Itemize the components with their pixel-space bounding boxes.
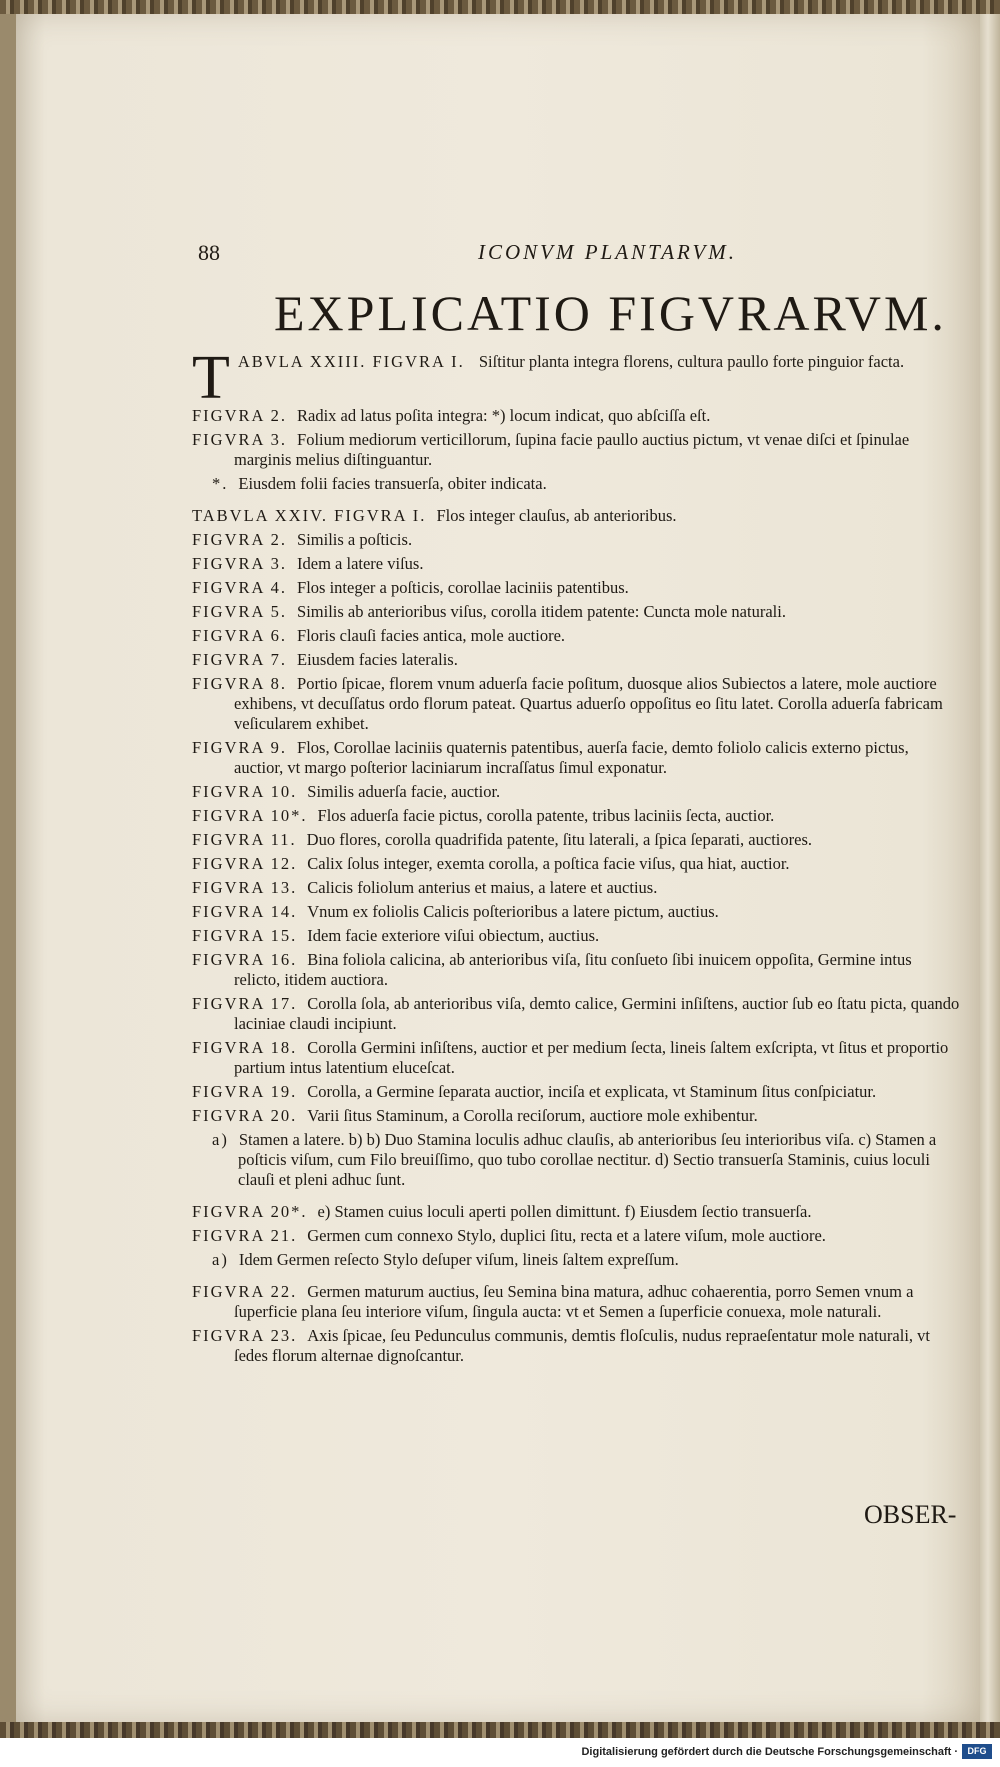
figure-entry: [192, 506, 962, 526]
page-number: 88: [198, 240, 220, 265]
figure-entry: [192, 474, 962, 494]
digitization-credit: Digitalisierung gefördert durch die Deutsche Forschungsgemeinschaft ·: [581, 1746, 958, 1758]
entry-text: Flos, Corollae laciniis quaternis patentibus, auerſa facie, demto foliolo calicis externo pictus, auctior, vt margo poſterior laciniarum incraſſatus ſimul exponatur.: [234, 738, 909, 777]
entry-label: FIGVRA 22.: [192, 1282, 298, 1301]
entry-label: FIGVRA 12.: [192, 854, 298, 873]
entry-text: Germen maturum auctius, ſeu Semina bina matura, adhuc cohaerentia, porro Semen vnum a ſuperficie plana ſeu interiore viſum, ſingula aucta: vt et Semen a ſuperficie conuexa, mole naturali.: [234, 1282, 914, 1321]
entry-label: FIGVRA 13.: [192, 878, 298, 897]
figure-entry: [192, 1038, 962, 1078]
figure-entry: [192, 430, 962, 470]
figure-entry: [192, 806, 962, 826]
entry-label: FIGVRA 5.: [192, 602, 288, 621]
entry-label: FIGVRA 10*.: [192, 806, 308, 825]
entry-text: Bina foliola calicina, ab anterioribus viſa, ſitu conſueto ſibi inuicem oppoſita, Germine intus relicto, itidem auctiora.: [234, 950, 912, 989]
top-page-border: [0, 0, 1000, 14]
page-edge: [980, 14, 1000, 1722]
entry-label: FIGVRA 11.: [192, 830, 297, 849]
figure-entry: [192, 994, 962, 1034]
entry-label: FIGVRA 15.: [192, 926, 298, 945]
entry-text: Duo flores, corolla quadrifida patente, ſitu laterali, a ſpica ſeparati, auctiores.: [306, 830, 812, 849]
page-content: [16, 14, 980, 1722]
figure-entry: [192, 650, 962, 670]
entry-text: Idem a latere viſus.: [297, 554, 424, 573]
entry-label: FIGVRA 16.: [192, 950, 298, 969]
figure-entry: [192, 830, 962, 850]
entry-label: FIGVRA 20.: [192, 1106, 298, 1125]
bottom-page-border: [0, 1722, 1000, 1738]
figure-entry: [192, 878, 962, 898]
figure-entry: [192, 1250, 962, 1270]
entry-text: Flos aduerſa facie pictus, corolla patente, tribus laciniis ſecta, auctior.: [317, 806, 775, 825]
entry-label: FIGVRA 19.: [192, 1082, 298, 1101]
entry-label: FIGVRA 18.: [192, 1038, 298, 1057]
entry-text: Eiusdem facies lateralis.: [297, 650, 458, 669]
entry-label: FIGVRA 9.: [192, 738, 288, 757]
figure-entry: [192, 1226, 962, 1246]
entry-text: Corolla ſola, ab anterioribus viſa, demto calice, Germini inſiſtens, auctior ſub eo ſtatu picta, quando laciniae claudi incipiunt.: [234, 994, 960, 1033]
entry-text: Vnum ex foliolis Calicis poſterioribus a latere pictum, auctius.: [307, 902, 719, 921]
figure-entry: [192, 674, 962, 734]
figure-entry: [192, 926, 962, 946]
entry-text: Flos integer a poſticis, corollae laciniis patentibus.: [297, 578, 629, 597]
entry-text: Corolla Germini inſiſtens, auctior et per medium ſecta, lineis ſaltem exſcripta, vt ſitus et proportio partium intus latentium eluceſcat.: [234, 1038, 949, 1077]
running-head: ICONVM PLANTARVM.: [478, 240, 738, 264]
figure-entry: [192, 406, 962, 426]
figure-entry: [192, 1282, 962, 1322]
entry-text: Axis ſpicae, ſeu Pedunculus communis, demtis floſculis, nudus repraeſentatur mole naturali, vt ſedes florum alternae dignoſcantur.: [234, 1326, 931, 1365]
entry-label: FIGVRA 14.: [192, 902, 298, 921]
entry-text: Folium mediorum verticillorum, ſupina facie paullo auctius pictum, vt venae diſci et ſpinulae marginis melius diſtinguantur.: [234, 430, 910, 469]
figure-entry: [192, 1082, 962, 1102]
entry-text: Varii ſitus Staminum, a Corolla reciſorum, auctiore mole exhibentur.: [307, 1106, 758, 1125]
catchword: OBSER-: [864, 1500, 957, 1529]
figure-entry: [192, 854, 962, 874]
entry-label: FIGVRA 17.: [192, 994, 298, 1013]
page-title: EXPLICATIO FIGVRARVM.: [274, 285, 947, 341]
figure-entry: [192, 602, 962, 622]
figure-entry: [192, 782, 962, 802]
entry-label: FIGVRA 7.: [192, 650, 288, 669]
entry-label: FIGVRA 2.: [192, 406, 288, 425]
entry-text: Similis a poſticis.: [297, 530, 413, 549]
entry-label: FIGVRA 10.: [192, 782, 298, 801]
entry-text: Idem facie exteriore viſui obiectum, auctius.: [307, 926, 600, 945]
figure-entry: [192, 1106, 962, 1126]
entry-label: FIGVRA 3.: [192, 430, 288, 449]
entry-text: Corolla, a Germine ſeparata auctior, inciſa et explicata, vt Staminum ſitus conſpiciatur.: [307, 1082, 877, 1101]
entry-text: Similis aduerſa facie, auctior.: [307, 782, 501, 801]
figure-entry: [192, 950, 962, 990]
entry-label: FIGVRA 4.: [192, 578, 288, 597]
figure-entry: [192, 902, 962, 922]
entry-label: a): [212, 1130, 229, 1149]
entry-text: Idem Germen reſecto Stylo deſuper viſum, lineis ſaltem expreſſum.: [238, 1250, 679, 1269]
entry-text: Radix ad latus poſita integra: *) locum indicat, quo abſciſſa eſt.: [297, 406, 711, 425]
figure-entry: [192, 738, 962, 778]
entry-label: FIGVRA 3.: [192, 554, 288, 573]
entry-text: Floris clauſi facies antica, mole auctiore.: [297, 626, 566, 645]
entry-label: a): [212, 1250, 229, 1269]
figure-entry: [192, 1202, 962, 1222]
entry-text: e) Stamen cuius loculi aperti pollen dimittunt. f) Eiusdem ſectio transuerſa.: [317, 1202, 812, 1221]
entry-label: FIGVRA 2.: [192, 530, 288, 549]
entry-label: FIGVRA 8.: [192, 674, 288, 693]
entry-label: ABVLA XXIII. FIGVRA I.: [237, 352, 465, 371]
figure-entry: [192, 1326, 962, 1366]
entry-text: Calix ſolus integer, exemta corolla, a poſtica facie viſus, qua hiat, auctior.: [307, 854, 790, 873]
entry-text: Similis ab anterioribus viſus, corolla itidem patente: Cuncta mole naturali.: [297, 602, 786, 621]
entry-label: *.: [212, 474, 229, 493]
book-page: [16, 14, 980, 1722]
entry-text: Eiusdem folii facies transuerſa, obiter indicata.: [238, 474, 547, 493]
dfg-logo-icon: DFG: [962, 1744, 992, 1759]
entry-text: Portio ſpicae, florem vnum aduerſa facie poſitum, duosque alios Subiectos a latere, mole auctiore exhibens, vt decuſſatus ordo florum pateat. Quartus aduerſo oppoſitus eo ſitu latet. Corolla aduerſa fabricam veſicularem exhibet.: [234, 674, 943, 733]
entry-text: Germen cum connexo Stylo, duplici ſitu, recta et a latere viſum, mole auctiore.: [307, 1226, 826, 1245]
figure-entry: [192, 1130, 962, 1190]
entry-text: Stamen a latere. b) b) Duo Stamina loculis adhuc clauſis, ab anterioribus ſeu interioribus viſa. c) Stamen a poſticis viſum, cum Filo breuiſſimo, quo tubo corollae nectitur. d) Sectio transuerſa Staminis, cuius loculi clauſi et pleni adhuc ſunt.: [238, 1130, 937, 1189]
entry-label: TABVLA XXIV. FIGVRA I.: [192, 506, 427, 525]
entry-text: Flos integer clauſus, ab anterioribus.: [436, 506, 677, 525]
figure-explanations: [192, 344, 962, 1370]
figure-entry: [192, 626, 962, 646]
entry-label: FIGVRA 21.: [192, 1226, 298, 1245]
figure-entry: [192, 554, 962, 574]
first-entry: [192, 344, 962, 412]
entry-text: Calicis foliolum anterius et maius, a latere et auctius.: [307, 878, 658, 897]
entry-label: FIGVRA 23.: [192, 1326, 298, 1345]
entry-text: Siſtitur planta integra florens, cultura paullo forte pinguior facta.: [478, 352, 905, 371]
figure-entry: [192, 578, 962, 598]
drop-cap: T: [192, 344, 230, 412]
entry-label: FIGVRA 6.: [192, 626, 288, 645]
entry-label: FIGVRA 20*.: [192, 1202, 308, 1221]
footer-bar: [0, 1738, 1000, 1767]
figure-entry: [192, 530, 962, 550]
